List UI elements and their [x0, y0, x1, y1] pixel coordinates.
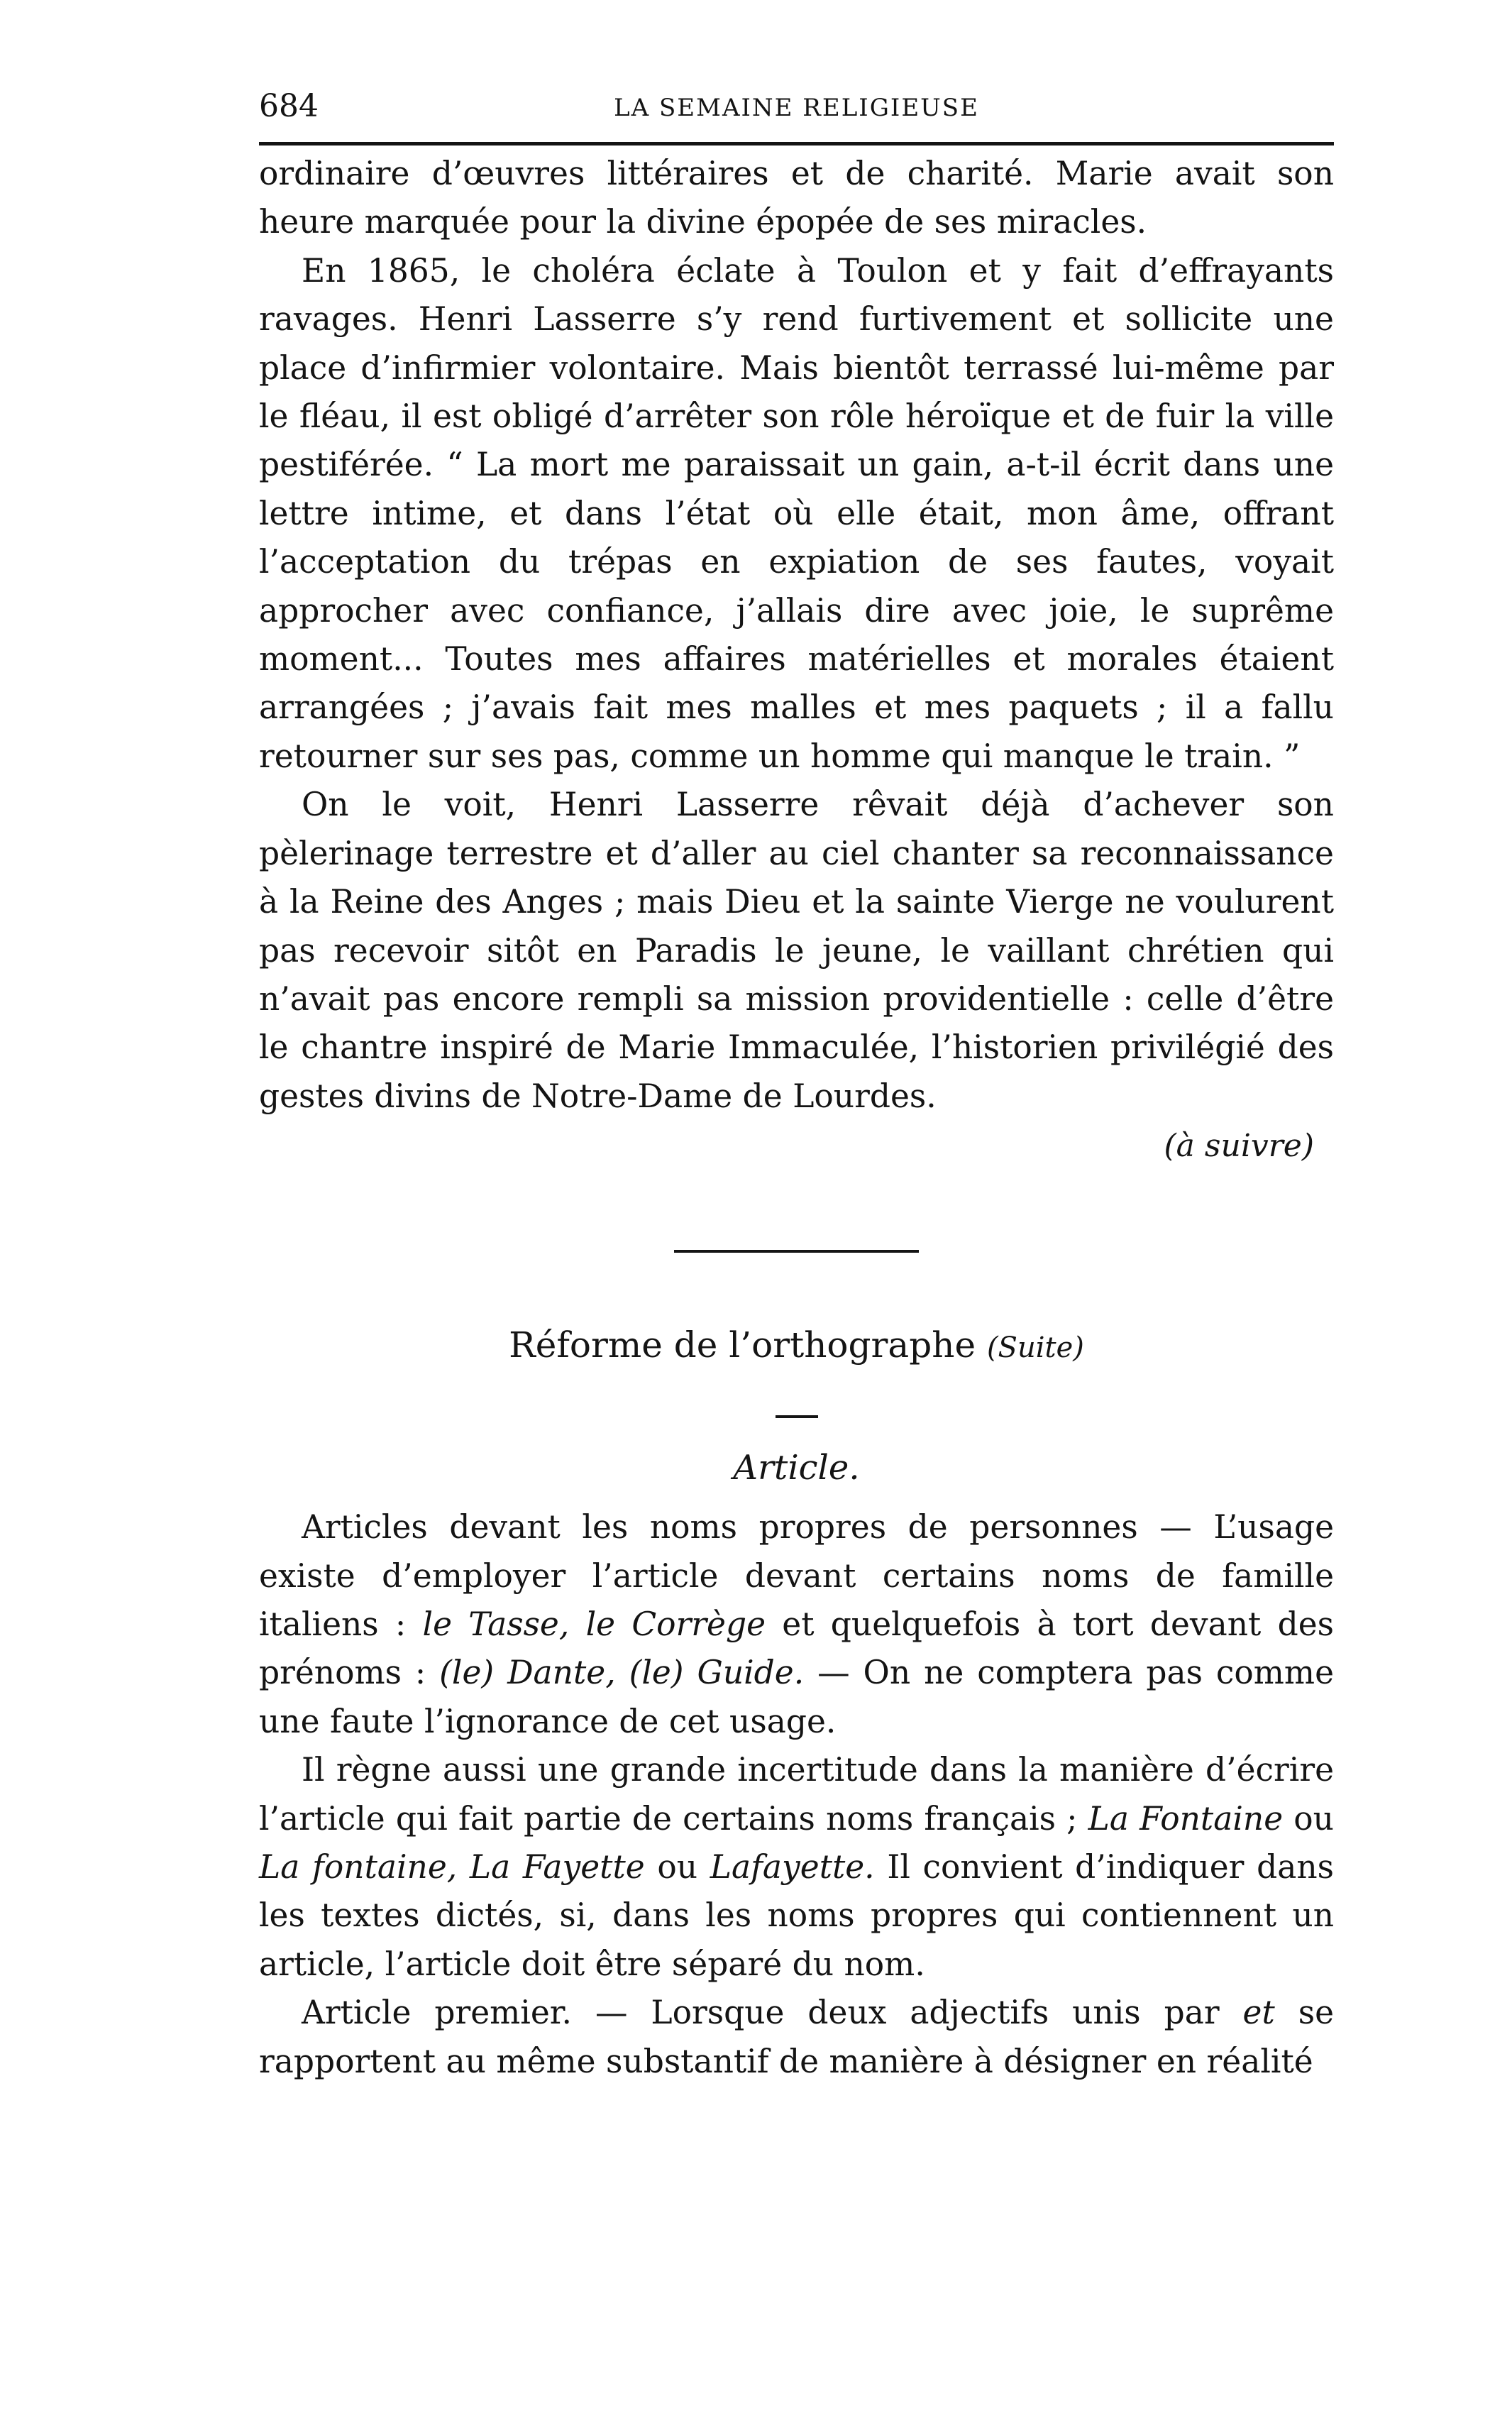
to-be-continued: (à suivre) — [1164, 1128, 1314, 1165]
article-lasserre — [259, 150, 1334, 1172]
italic-run: La fontaine, La Fayette — [259, 1847, 645, 1886]
header-rule — [259, 142, 1334, 145]
paragraph: On le voit, Henri Lasserre rêvait déjà d’achever son pèlerinage terrestre et d’aller au ciel chanter sa reconnaissance à la Reine des Anges ; mais Dieu et la sainte Vierge ne voulurent pas recevoir sitôt en Paradis le jeune, le vaillant chrétien qui n’avait pas encore rempli sa mission providentielle : celle d’être le chantre inspiré de Marie Immaculée, l’historien privilégié des gestes divins de Notre-Dame de Lourdes. — [259, 786, 1334, 1115]
running-head — [259, 85, 1334, 135]
text-run: ou — [644, 1847, 710, 1886]
paragraph: En 1865, le choléra éclate à Toulon et y fait d’effrayants ravages. Henri Lasserre s’y rend furtivement et sollicite une place d’infirmier volontaire. Mais bientôt terrassé lui-même par le fléau, il est obligé d’arrêter son rôle héroïque et de fuir la ville pestiférée. “ La mort me paraissait un gain, a-t-il écrit dans une lettre intime, et dans l’état où elle était, mon âme, offrant l’acceptation du trépas en expiation de ses fautes, voyait approcher avec confiance, j’allais dire avec joie, le suprême moment... Toutes mes affaires matérielles et morales étaient arrangées ; j’avais fait mes malles et mes paquets ; il a fallu retourner sur ses pas, comme un homme qui manque le train. ” — [259, 251, 1334, 775]
text-run: Article premier. — Lorsque deux adjectifs unis par — [302, 1994, 1243, 2032]
section-title-text: Réforme de l’orthographe — [509, 1324, 976, 1366]
paragraph — [259, 1989, 1334, 2086]
article-orthographe — [259, 1503, 1334, 2086]
italic-run: Lafayette. — [710, 1847, 875, 1886]
text-run: — On ne comptera pas comme une faute l’ignorance de cet usage. — [259, 1654, 1334, 1740]
text-run: se rapportent au même substantif de manière à désigner en réalité — [259, 1994, 1334, 2080]
italic-run: La Fontaine — [1088, 1799, 1284, 1838]
text-run: et quelquefois à tort devant des prénoms : — [259, 1605, 1334, 1692]
text-run: Il convient d’indiquer dans les textes dictés, si, dans les noms propres qui contiennent un article, l’article doit être séparé du nom. — [259, 1847, 1335, 1983]
italic-run: (le) Dante, (le) Guide. — [439, 1654, 805, 1692]
section-separator — [674, 1250, 919, 1253]
text-run: Articles devant les noms propres de personnes — L’usage existe d’employer l’article devant certains noms de famille italiens : — [259, 1508, 1334, 1643]
title-rule — [776, 1415, 818, 1418]
text-run: Il règne aussi une grande incertitude dans la manière d’écrire l’article qui fait partie de certains noms français ; — [259, 1751, 1334, 1838]
italic-run: et — [1242, 1994, 1275, 2032]
page-number: 684 — [259, 88, 319, 124]
section-title — [259, 1317, 1334, 1376]
document-page — [259, 85, 1334, 2086]
journal-title: LA SEMAINE RELIGIEUSE — [614, 94, 979, 122]
paragraph — [259, 1503, 1334, 1746]
subsection-title: Article. — [733, 1448, 860, 1488]
section-title-suffix: (Suite) — [986, 1331, 1084, 1365]
italic-run: le Tasse, le Corrège — [422, 1605, 766, 1643]
paragraph: ordinaire d’œuvres littéraires et de charité. Marie avait son heure marquée pour la divine épopée de ses miracles. — [259, 155, 1334, 241]
paragraph — [259, 1746, 1334, 1989]
text-run: ou — [1283, 1799, 1334, 1838]
